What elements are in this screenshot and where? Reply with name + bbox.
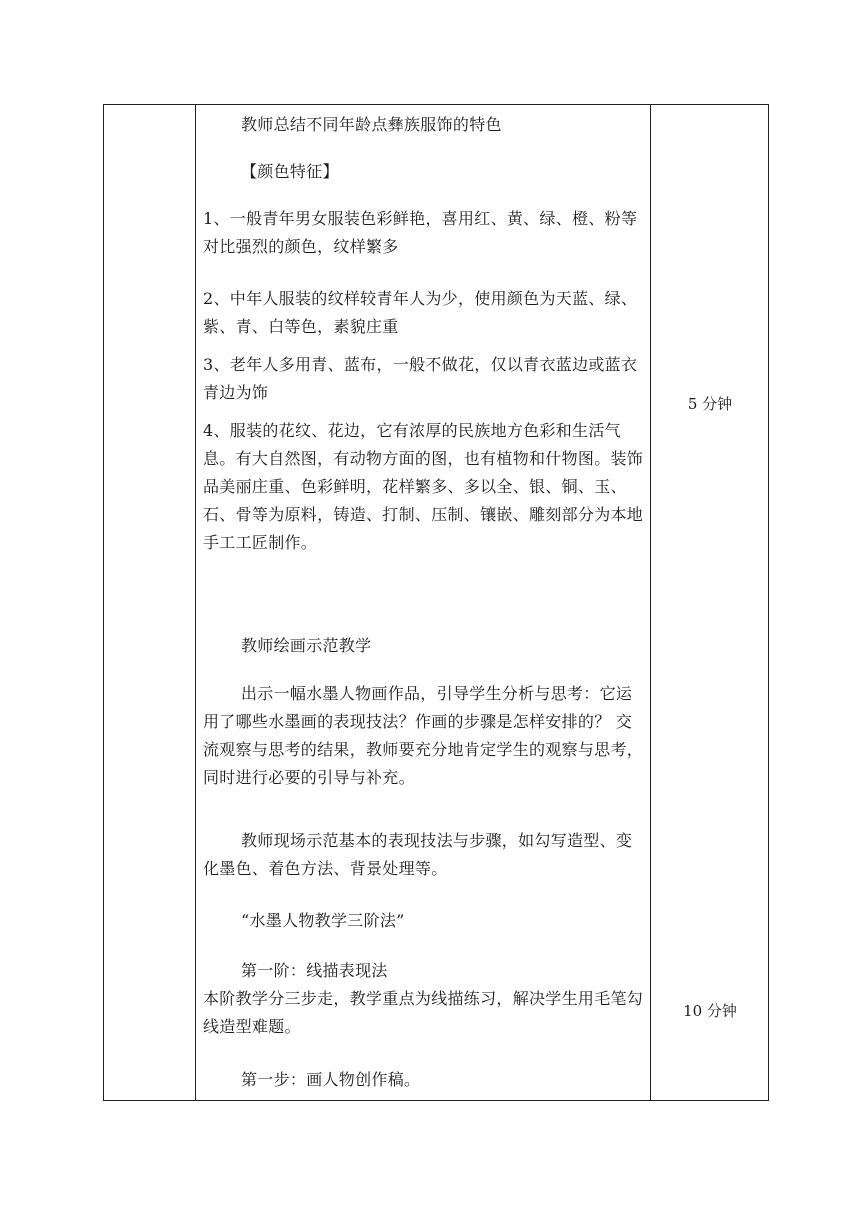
paragraph-stage-one-desc: 本阶教学分三步走，教学重点为线描练习，解决学生用毛笔勾线造型难题。 [203,989,644,1036]
paragraph-demo-title: 教师绘画示范教学 [241,636,372,655]
paragraph-show-artwork: 出示一幅水墨人物画作品，引导学生分析与思考：它运用了哪些水墨画的表现技法？作画的步骤是怎样安排的？ 交流观察与思考的结果，教师要充分地肯定学生的观察与思考，同时进行必要的引导与补充。 [203,684,644,787]
paragraph-summary-title: 教师总结不同年龄点彝族服饰的特色 [241,115,502,134]
time-label-5min: 5 分钟 [687,395,733,413]
time-label-10min: 10 分钟 [683,1002,737,1020]
paragraph-middle-age-colors: 2、中年人服装的纹样较青年人为少，使用颜色为天蓝、绿、紫、青、白等色，素貌庄重 [203,289,638,336]
paragraph-patterns-ornaments: 4、服装的花纹、花边，它有浓厚的民族地方色彩和生活气息。有大自然图，有动物方面的图，也有植物和什物图。装饰品美丽庄重、色彩鲜明，花样繁多、多以全、银、铜、玉、石、骨等为原料，铸造、打制、压制、镶嵌、雕刻部分为本地手工工匠制作。 [203,421,644,552]
paragraph-stage-one: 第一阶：线描表现法 [241,961,388,980]
lesson-table [103,104,769,1101]
paragraph-live-demo: 教师现场示范基本的表现技法与步骤，如勾写造型、变化墨色、着色方法、背景处理等。 [203,831,633,878]
column-divider-left [195,105,196,1100]
paragraph-three-stage-method: “水墨人物教学三阶法” [241,911,405,930]
paragraph-color-heading: 【颜色特征】 [241,162,339,181]
paragraph-step-one: 第一步：画人物创作稿。 [241,1070,421,1089]
paragraph-elder-colors: 3、老年人多用青、蓝布，一般不做花，仅以青衣蓝边或蓝衣青边为饰 [203,355,638,402]
paragraph-youth-colors: 1、一般青年男女服装色彩鲜艳，喜用红、黄、绿、橙、粉等对比强烈的颜色，纹样繁多 [203,209,638,256]
column-divider-right [650,105,651,1100]
